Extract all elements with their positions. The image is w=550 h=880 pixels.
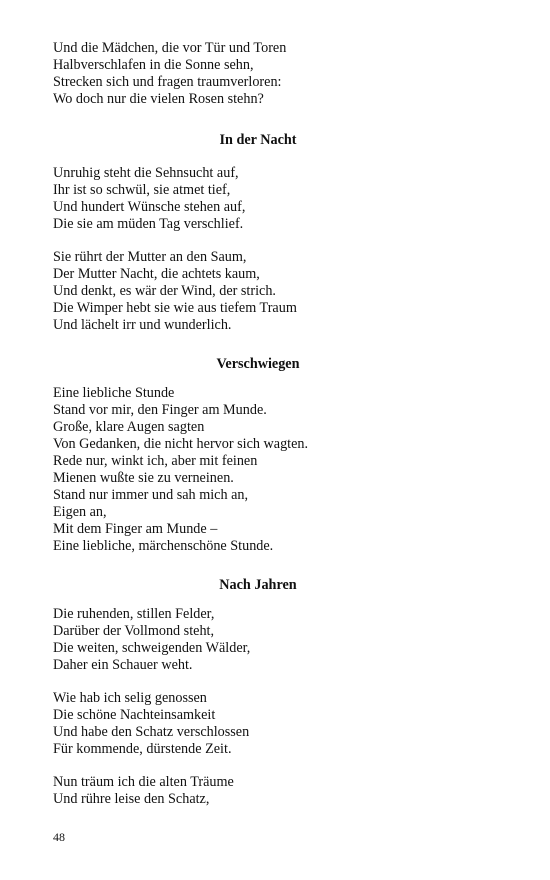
verse-line: Wie hab ich selig genossen <box>53 690 207 706</box>
poem-title-in-der-nacht: In der Nacht <box>219 132 297 148</box>
verse-line: Und die Mädchen, die vor Tür und Toren <box>53 40 287 56</box>
page-content <box>53 40 473 808</box>
verse-line: Und hundert Wünsche stehen auf, <box>53 199 246 215</box>
verse-line: Darüber der Vollmond steht, <box>53 623 215 639</box>
verse-line: Mit dem Finger am Munde – <box>53 521 218 537</box>
verse-line: Daher ein Schauer weht. <box>53 657 193 673</box>
verse-line: Sie rührt der Mutter an den Saum, <box>53 249 247 265</box>
verse-line: Die sie am müden Tag verschlief. <box>53 216 244 232</box>
verse-line: Eigen an, <box>53 504 107 520</box>
verse-line: Wo doch nur die vielen Rosen stehn? <box>53 91 264 107</box>
verse-line: Unruhig steht die Sehnsucht auf, <box>53 165 239 181</box>
poem-years-stanza-1 <box>53 606 473 674</box>
verse-line: Mienen wußte sie zu verneinen. <box>53 470 234 486</box>
verse-line: Für kommende, dürstende Zeit. <box>53 741 232 757</box>
poem-years-stanza-2 <box>53 690 473 758</box>
poem-title-verschwiegen: Verschwiegen <box>216 356 300 372</box>
verse-line: Stand vor mir, den Finger am Munde. <box>53 402 267 418</box>
verse-line: Und lächelt irr und wunderlich. <box>53 317 232 333</box>
verse-line: Der Mutter Nacht, die achtets kaum, <box>53 266 260 282</box>
verse-line: Große, klare Augen sagten <box>53 419 205 435</box>
verse-line: Die Wimper hebt sie wie aus tiefem Traum <box>53 300 297 316</box>
verse-line: Strecken sich und fragen traumverloren: <box>53 74 282 90</box>
verse-line: Stand nur immer und sah mich an, <box>53 487 249 503</box>
poem-end-stanza-1 <box>53 40 473 108</box>
verse-line: Und rühre leise den Schatz, <box>53 791 210 807</box>
poem-night-stanza-2 <box>53 249 473 334</box>
poem-silence-stanza-1 <box>53 385 473 555</box>
verse-line: Die ruhenden, stillen Felder, <box>53 606 215 622</box>
poem-title-nach-jahren: Nach Jahren <box>219 577 297 593</box>
page-number: 48 <box>53 830 65 844</box>
verse-line: Halbverschlafen in die Sonne sehn, <box>53 57 254 73</box>
verse-line: Rede nur, winkt ich, aber mit feinen <box>53 453 258 469</box>
verse-line: Und denkt, es wär der Wind, der strich. <box>53 283 276 299</box>
verse-line: Von Gedanken, die nicht hervor sich wagten. <box>53 436 309 452</box>
verse-line: Die weiten, schweigenden Wälder, <box>53 640 251 656</box>
verse-line: Und habe den Schatz verschlossen <box>53 724 250 740</box>
verse-line: Nun träum ich die alten Träume <box>53 774 234 790</box>
verse-line: Eine liebliche, märchenschöne Stunde. <box>53 538 274 554</box>
verse-line: Ihr ist so schwül, sie atmet tief, <box>53 182 231 198</box>
poem-night-stanza-1 <box>53 165 473 233</box>
poem-years-stanza-3 <box>53 774 473 808</box>
verse-line: Die schöne Nachteinsamkeit <box>53 707 216 723</box>
verse-line: Eine liebliche Stunde <box>53 385 175 401</box>
